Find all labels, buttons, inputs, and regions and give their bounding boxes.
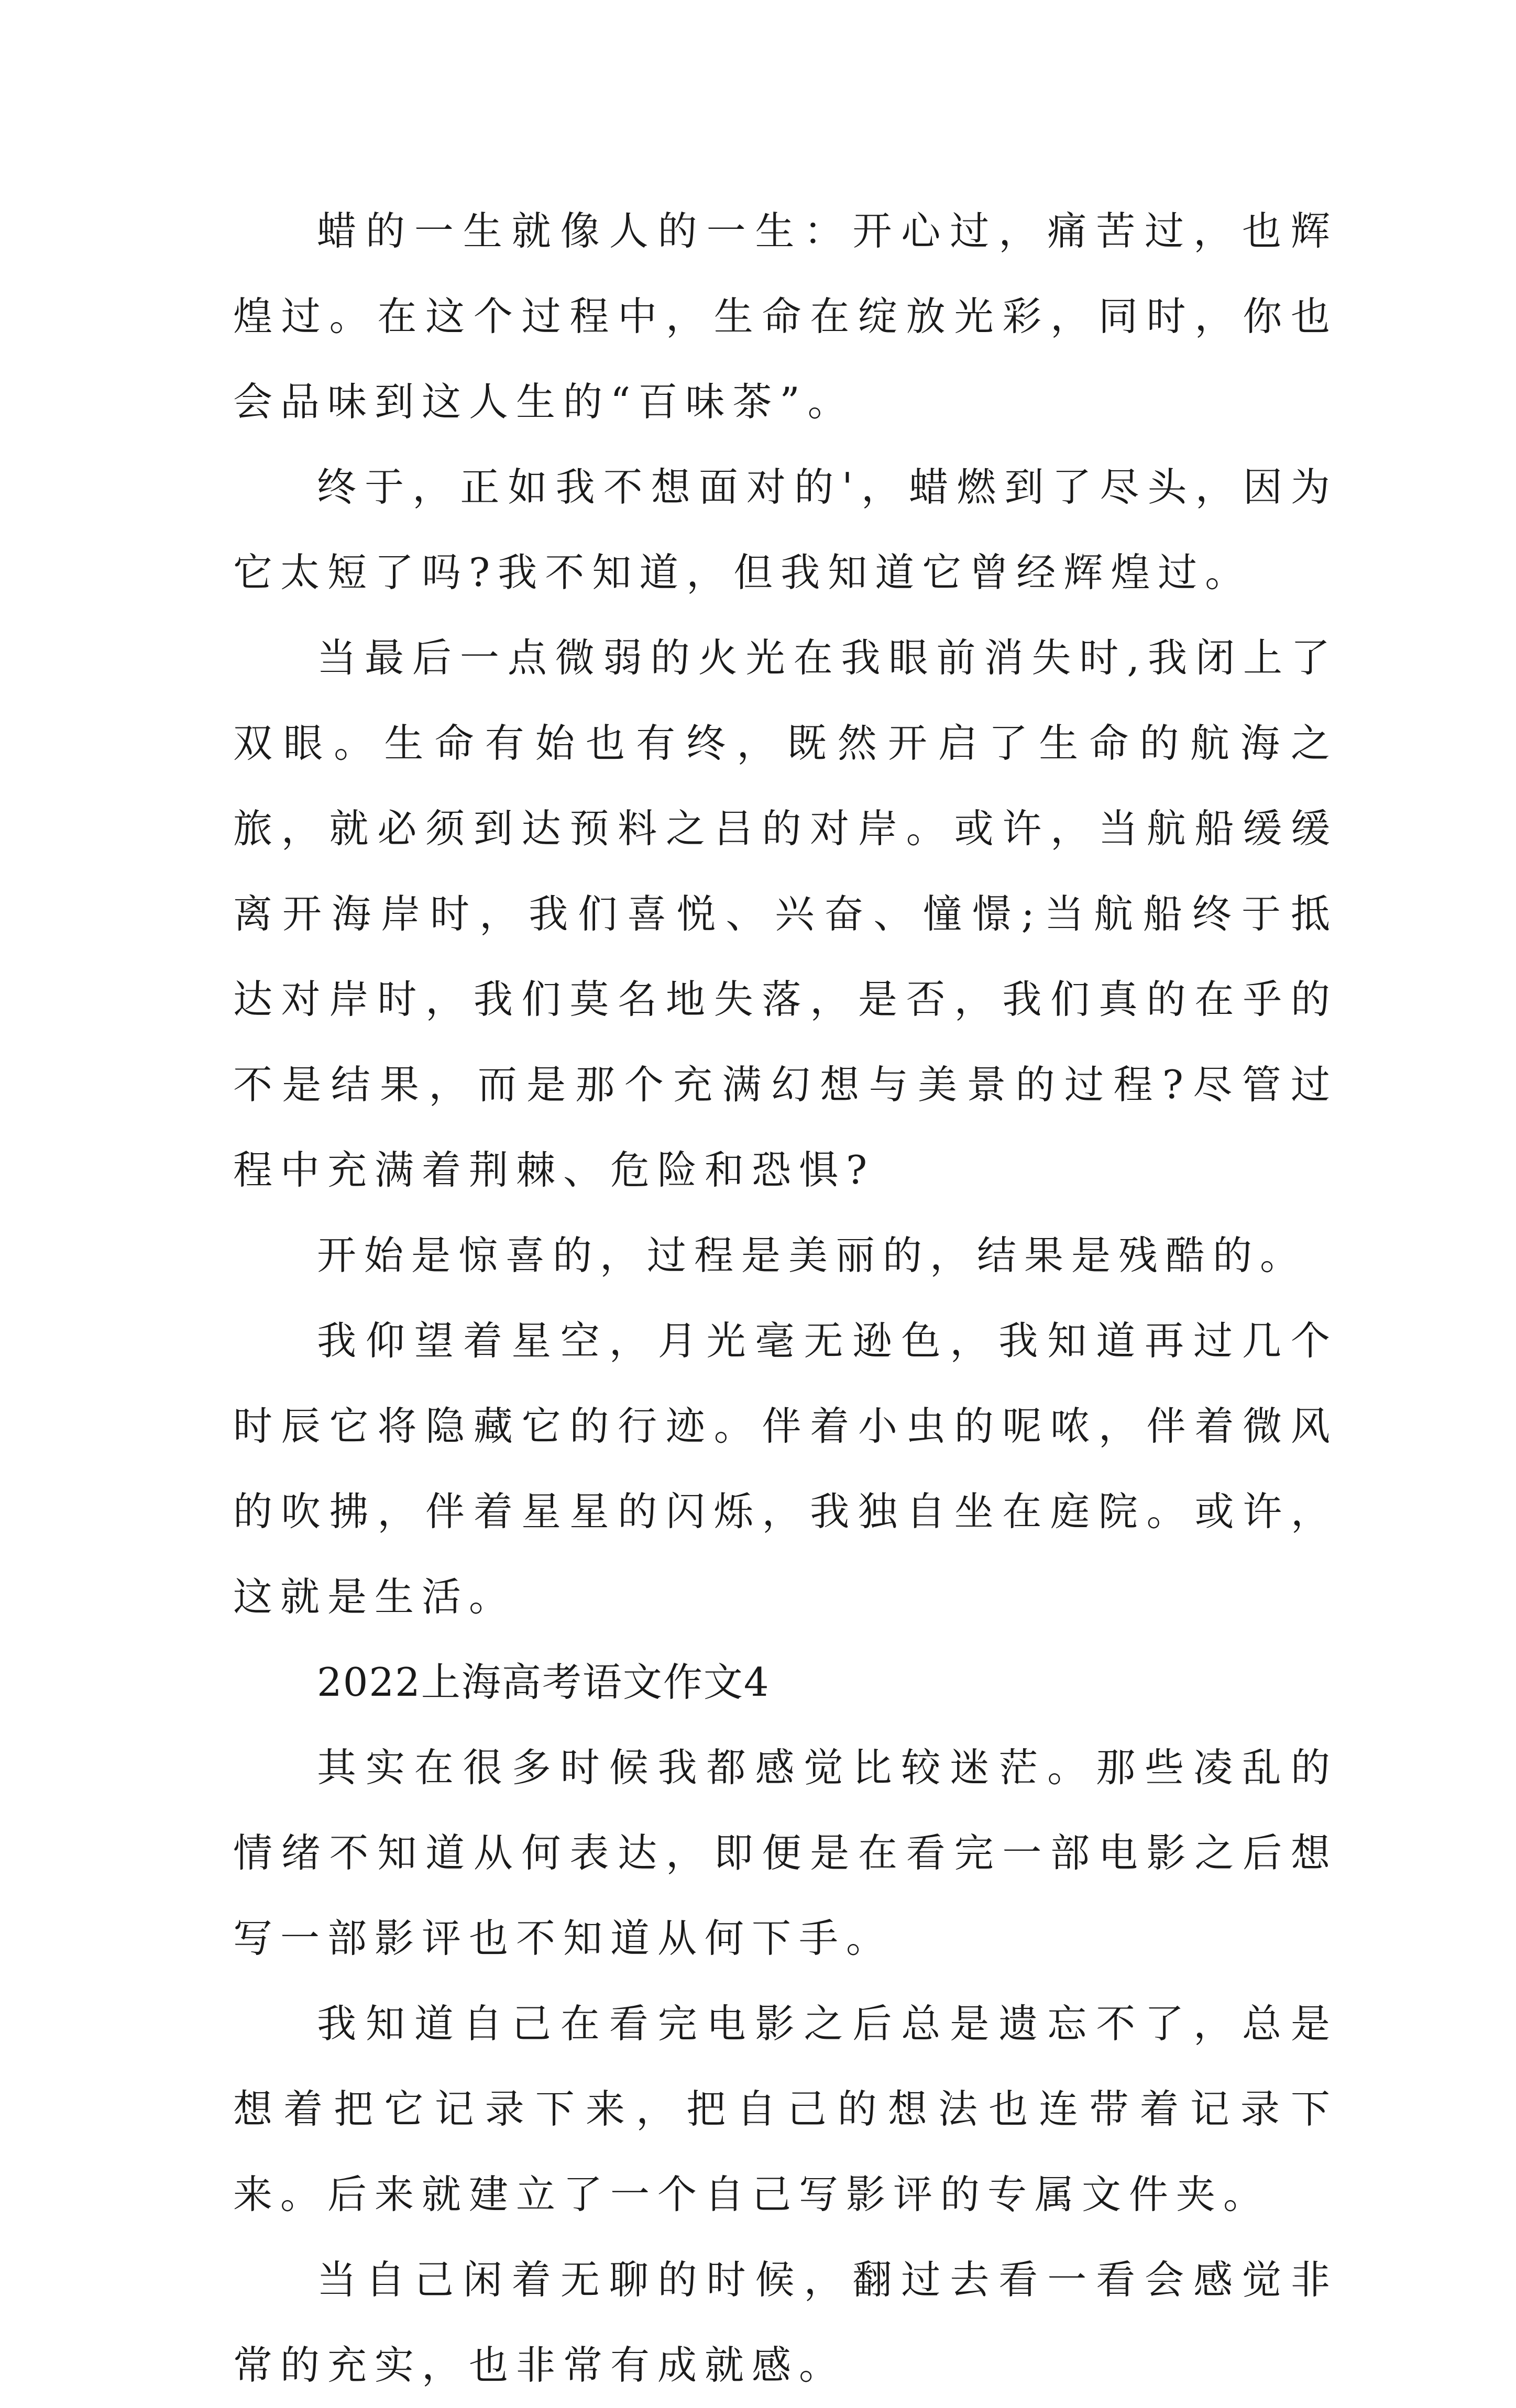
- paragraph: 当最后一点微弱的火光在我眼前消失时,我闭上了双眼。生命有始也有终，既然开启了生命的航海之旅，就必须到达预料之吕的对岸。或许，当航船缓缓离开海岸时，我们喜悦、兴奋、憧憬;当航船终于抵达对岸时，我们莫名地失落，是否，我们真的在乎的不是结果，而是那个充满幻想与美景的过程?尽管过程中充满着荆棘、危险和恐惧?: [233, 635, 1338, 1193]
- paragraph: 我仰望着星空，月光毫无逊色，我知道再过几个时辰它将隐藏它的行迹。伴着小虫的呢哝，伴着微风的吹拂，伴着星星的闪烁，我独自坐在庭院。或许，这就是生活。: [233, 1318, 1338, 1620]
- section-heading: 2022上海高考语文作文4: [317, 1659, 770, 1705]
- paragraph: 其实在很多时候我都感觉比较迷茫。那些凌乱的情绪不知道从何表达，即便是在看完一部电影之后想写一部影评也不知道从何下手。: [233, 1744, 1338, 1961]
- paragraph: 开始是惊喜的，过程是美丽的，结果是残酷的。: [317, 1232, 1308, 1278]
- paragraph: 蜡的一生就像人的一生：开心过，痛苦过，也辉煌过。在这个过程中，生命在绽放光彩，同时，你也会品味到这人生的“百味茶”。: [233, 208, 1338, 425]
- paragraph: 当自己闲着无聊的时候，翻过去看一看会感觉非常的充实，也非常有成就感。: [233, 2257, 1338, 2388]
- paragraph: 我知道自己在看完电影之后总是遗忘不了，总是想着把它记录下来，把自己的想法也连带着记录下来。后来就建立了一个自己写影评的专属文件夹。: [233, 2001, 1338, 2217]
- document-body: [233, 189, 1338, 2408]
- paragraph: 终于，正如我不想面对的'，蜡燃到了尽头，因为它太短了吗?我不知道，但我知道它曾经辉煌过。: [233, 464, 1338, 595]
